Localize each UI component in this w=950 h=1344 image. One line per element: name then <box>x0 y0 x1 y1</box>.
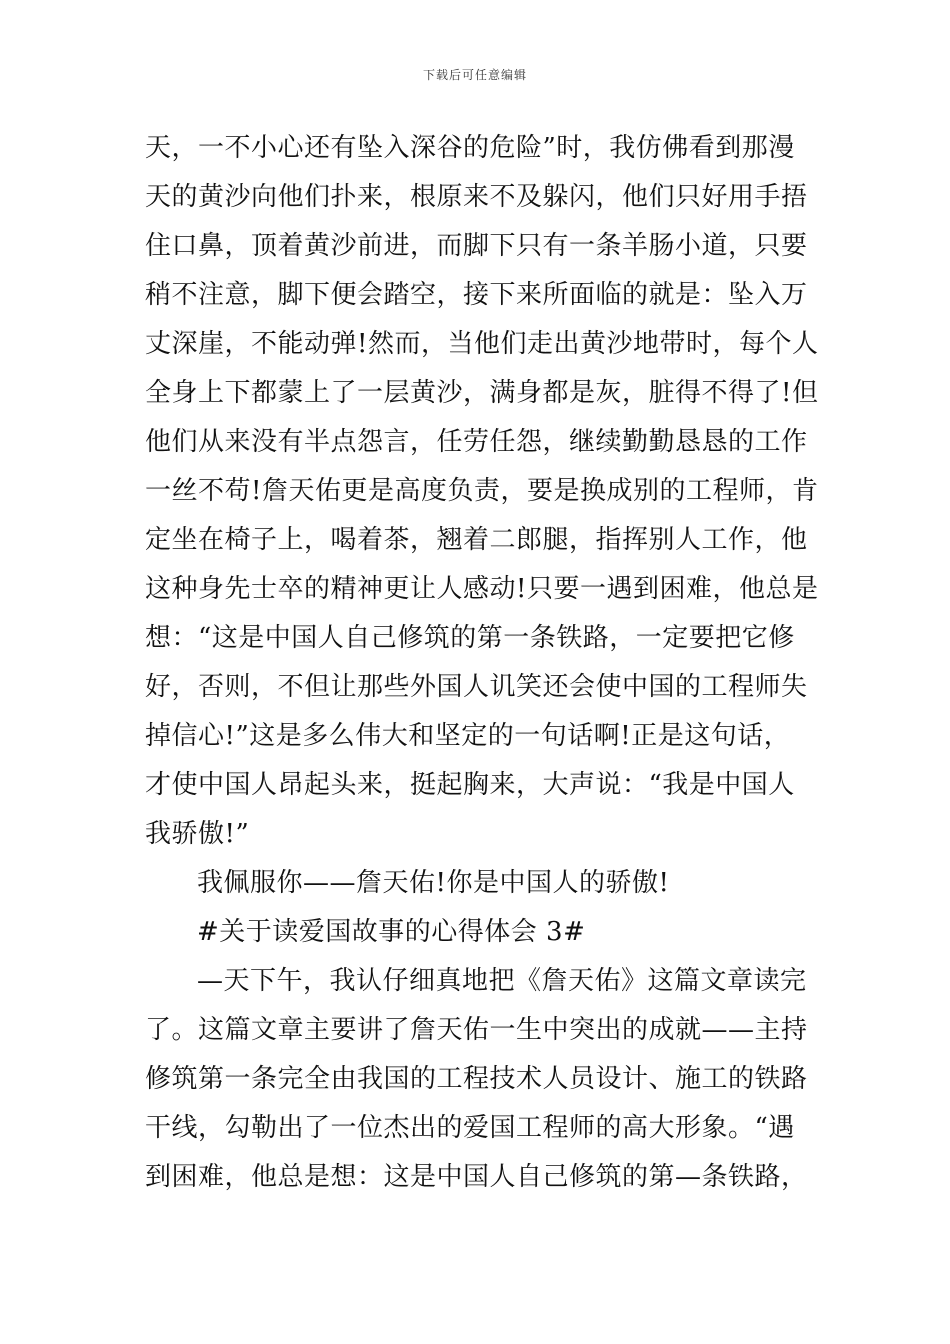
section-heading: #关于读爱国故事的心得体会 3# <box>197 917 586 947</box>
text-line: 住口鼻，顶着黄沙前进，而脚下只有一条羊肠小道，只要 <box>145 231 808 261</box>
text-line: 干线，勾勒出了一位杰出的爱国工程师的高大形象。“遇 <box>145 1113 795 1143</box>
text-line: 天的黄沙向他们扑来，根原来不及躲闪，他们只好用手捂 <box>145 182 808 212</box>
text-line: 丈深崖，不能动弹!然而，当他们走出黄沙地带时，每个人 <box>145 329 819 359</box>
text-line: 才使中国人昂起头来，挺起胸来，大声说：“我是中国人 <box>145 770 795 800</box>
text-line: 一丝不苟!詹天佑更是高度负责，要是换成别的工程师，肯 <box>145 476 819 506</box>
paragraph-line: —天下午，我认仔细真地把《詹天佑》这篇文章读完 <box>197 966 807 996</box>
text-line: 天，一不小心还有坠入深谷的危险”时，我仿佛看到那漫 <box>145 133 795 163</box>
paragraph-line: 我佩服你——詹天佑!你是中国人的骄傲! <box>197 868 670 898</box>
text-line: 修筑第一条完全由我国的工程技术人员设计、施工的铁路 <box>145 1064 808 1094</box>
text-line: 我骄傲!” <box>145 819 250 849</box>
text-line: 掉信心!”这是多么伟大和坚定的一句话啊!正是这句话， <box>145 721 791 751</box>
text-line: 到困难，他总是想：这是中国人自己修筑的第—条铁路， <box>145 1162 808 1192</box>
text-line: 定坐在椅子上，喝着茶，翘着二郎腿，指挥别人工作，他 <box>145 525 808 555</box>
text-line: 稍不注意，脚下便会踏空，接下来所面临的就是：坠入万 <box>145 280 808 310</box>
text-line: 他们从来没有半点怨言，任劳任怨，继续勤勤恳恳的工作 <box>145 427 808 457</box>
text-line: 了。这篇文章主要讲了詹天佑一生中突出的成就——主持 <box>145 1015 808 1045</box>
text-line: 想：“这是中国人自己修筑的第一条铁路，一定要把它修 <box>145 623 795 653</box>
text-line: 全身上下都蒙上了一层黄沙，满身都是灰，脏得不得了!但 <box>145 378 819 408</box>
header-note: 下载后可任意编辑 <box>422 68 527 82</box>
text-line: 好，否则，不但让那些外国人讥笑还会使中国的工程师失 <box>145 672 808 702</box>
text-line: 这种身先士卒的精神更让人感动!只要一遇到困难，他总是 <box>145 574 819 604</box>
body-text <box>145 124 819 1202</box>
